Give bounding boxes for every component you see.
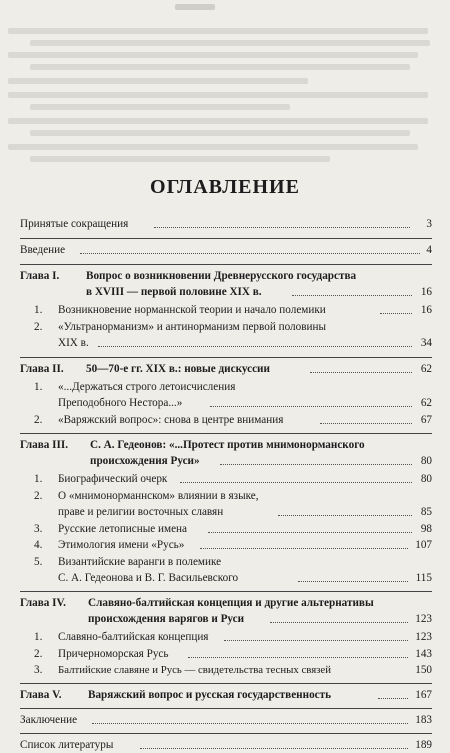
divider [20, 238, 432, 239]
entry-label: Возникновение норманнской теории и начало полемики [58, 304, 326, 316]
page-number: 62 [420, 397, 432, 409]
leader-dots [320, 423, 412, 424]
page-number: 85 [420, 506, 432, 518]
page-number: 123 [415, 613, 432, 625]
section-number: 1. [34, 473, 43, 485]
leader-dots [220, 464, 412, 465]
divider [20, 683, 432, 684]
entry-label: Введение [20, 244, 66, 256]
toc-entry[interactable] [20, 216, 432, 232]
leader-dots [200, 548, 408, 549]
entry-label-line1: «Ультранорманизм» и антинорманизм первой половины [58, 321, 326, 333]
page-number: 150 [415, 664, 432, 676]
chapter-title-line1: Варяжский вопрос и русская государственность [88, 689, 332, 701]
leader-dots [310, 372, 412, 373]
leader-dots [224, 640, 408, 641]
leader-dots [278, 515, 412, 516]
page-title: ОГЛАВЛЕНИЕ [150, 176, 300, 198]
entry-label-line2: праве и религии восточных славян [58, 506, 224, 518]
chapter-number: Глава III. [20, 439, 69, 451]
section-number: 5. [34, 556, 43, 568]
page-number: 4 [426, 244, 432, 256]
chapter-number: Глава IV. [20, 597, 66, 609]
entry-label: Этимология имени «Русь» [58, 539, 185, 551]
page-number: 189 [415, 739, 432, 751]
page-number: 167 [415, 689, 432, 701]
section-number: 2. [34, 648, 43, 660]
chapter-title-line2: происхождения варягов и Руси [88, 613, 245, 625]
leader-dots [298, 581, 408, 582]
entry-label-line1: Византийские варанги в полемике [58, 556, 222, 568]
entry-label: Причерноморская Русь [58, 648, 169, 660]
section-number: 2. [34, 490, 43, 502]
entry-label-line1: О «мнимонорманнском» влиянии в языке, [58, 490, 259, 502]
chapter-title-line2: происхождения Руси» [90, 455, 200, 467]
leader-dots [270, 622, 408, 623]
entry-label-line1: «...Держаться строго летоисчисления [58, 381, 236, 393]
section-number: 2. [34, 321, 43, 333]
section-number: 1. [34, 304, 43, 316]
page-number: 16 [420, 286, 432, 298]
leader-dots [292, 295, 412, 296]
leader-dots [210, 406, 412, 407]
leader-dots [380, 313, 412, 314]
bleed-through-background [0, 0, 450, 200]
entry-label: Балтийские славяне и Русь — свидетельства тесных связей [58, 664, 331, 676]
chapter-number: Глава II. [20, 363, 64, 375]
section-number: 4. [34, 539, 43, 551]
page-number: 62 [420, 363, 432, 375]
leader-dots [378, 698, 408, 699]
toc-entry[interactable] [20, 712, 432, 728]
entry-label: Славяно-балтийская концепция [58, 631, 209, 643]
toc-entry[interactable] [20, 737, 432, 753]
entry-label: Русские летописные имена [58, 523, 188, 535]
entry-label: «Варяжский вопрос»: снова в центре внимания [58, 414, 284, 426]
section-number: 1. [34, 631, 43, 643]
leader-dots [154, 227, 410, 228]
chapter-title-line1: Славяно-балтийская концепция и другие альтернативы [88, 597, 374, 609]
divider [20, 357, 432, 358]
leader-dots [140, 748, 408, 749]
page-number: 115 [415, 572, 432, 584]
page-number: 143 [415, 648, 432, 660]
section-number: 1. [34, 381, 43, 393]
divider [20, 733, 432, 734]
entry-label: Биографический очерк [58, 473, 168, 485]
entry-label: Принятые сокращения [20, 218, 129, 230]
leader-dots [188, 657, 408, 658]
page-number: 98 [420, 523, 432, 535]
page-number: 34 [420, 337, 432, 349]
entry-label-line2: XIX в. [58, 337, 89, 349]
divider [20, 708, 432, 709]
page-number: 107 [415, 539, 432, 551]
page-number: 16 [420, 304, 432, 316]
chapter-title-line1: Вопрос о возникновении Древнерусского государства [86, 270, 357, 282]
leader-dots [180, 482, 412, 483]
divider [20, 433, 432, 434]
leader-dots [92, 723, 408, 724]
page-number: 80 [420, 455, 432, 467]
leader-dots [80, 253, 420, 254]
section-number: 3. [34, 664, 43, 676]
chapter-title-line1: 50—70-е гг. XIX в.: новые дискуссии [86, 363, 270, 375]
page-number: 80 [420, 473, 432, 485]
entry-label-line2: С. А. Гедеонова и В. Г. Васильевского [58, 572, 239, 584]
section-number: 2. [34, 414, 43, 426]
divider [20, 264, 432, 265]
section-number: 3. [34, 523, 43, 535]
page-number: 123 [415, 631, 432, 643]
chapter-title-line1: С. А. Гедеонов: «...Протест против мнимонорманского [90, 439, 365, 451]
entry-label-line2: Преподобного Нестора...» [58, 397, 183, 409]
toc-entry[interactable] [20, 242, 432, 258]
leader-dots [98, 346, 412, 347]
divider [20, 591, 432, 592]
page-number: 67 [420, 414, 432, 426]
chapter-number: Глава V. [20, 689, 62, 701]
entry-label: Заключение [20, 714, 78, 726]
entry-label: Список литературы [20, 739, 114, 751]
chapter-title-line2: в XVIII — первой половине XIX в. [86, 286, 262, 298]
leader-dots [208, 532, 412, 533]
page-number: 183 [415, 714, 432, 726]
page-number: 3 [426, 218, 432, 230]
chapter-number: Глава I. [20, 270, 60, 282]
